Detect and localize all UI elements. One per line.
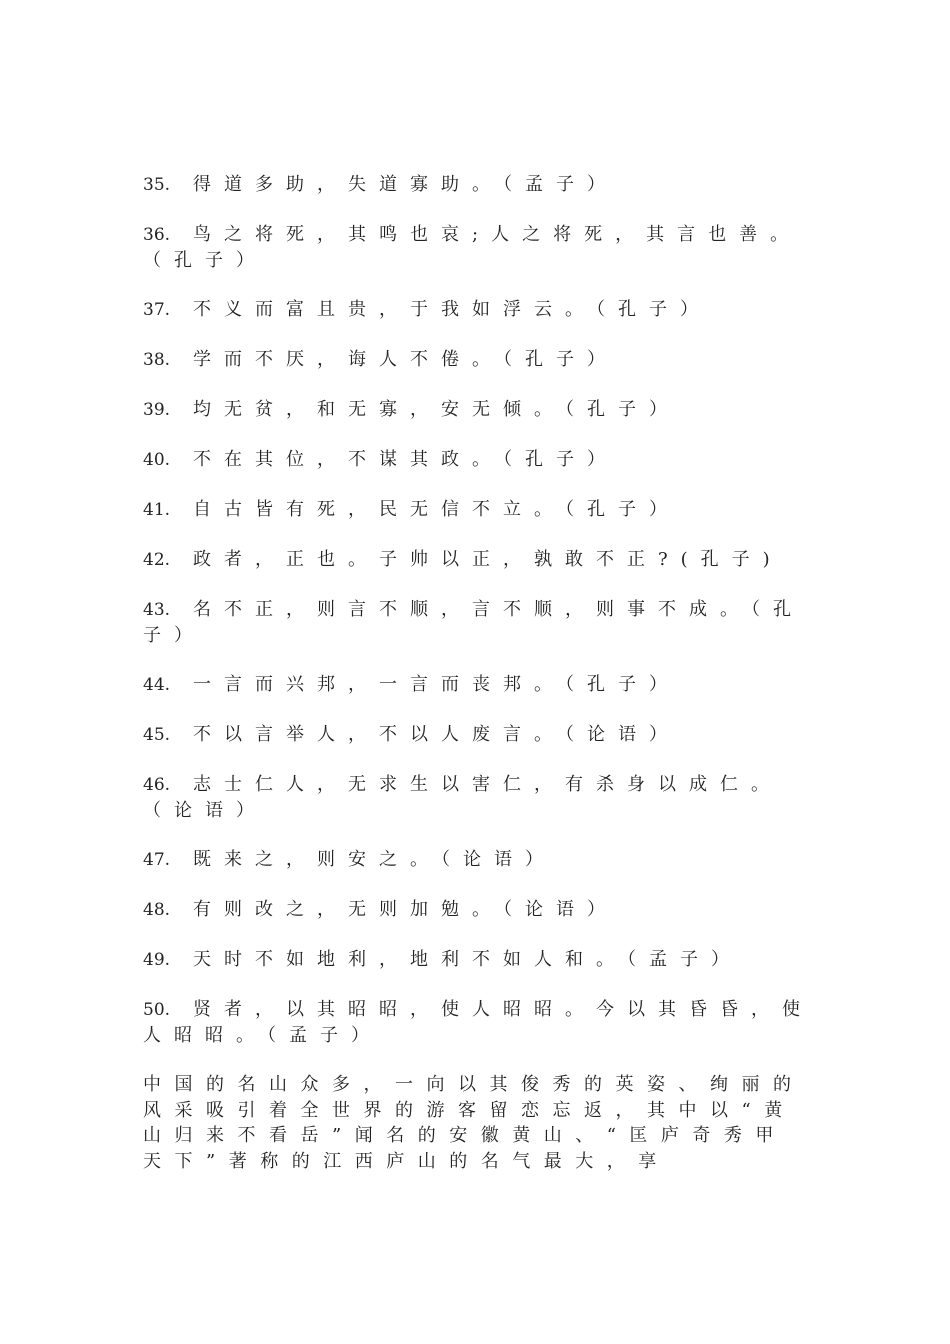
quote-line [143,722,823,748]
quote-text: 天时不如地利，地利不如人和。（孟子） [193,949,742,970]
quote-number: 47. [143,850,171,870]
quote-line [143,997,823,1048]
quote-text: 得道多助，失道寡助。（孟子） [193,174,618,195]
quote-number: 50. [143,1000,171,1020]
quote-number: 46. [143,775,171,795]
quote-number: 39. [143,400,171,420]
quote-number: 43. [143,600,171,620]
quote-number: 42. [143,550,171,570]
quote-number: 38. [143,350,171,370]
body-paragraph: 中国的名山众多，一向以其俊秀的英姿、绚丽的风采吸引着全世界的游客留恋忘返，其中以“黄山归来不看岳”闻名的安徽黄山、“匡庐奇秀甲天下”著称的江西庐山的名气最大，享 [143,1074,805,1172]
quote-line [143,597,823,648]
quote-text: 有则改之，无则加勉。（论语） [193,899,618,920]
quote-text: 不在其位，不谋其政。（孔子） [193,449,618,470]
quote-text: 鸟之将死，其鸣也哀;人之将死，其言也善。（孔子） [143,224,802,271]
quote-text: 贤者，以其昭昭，使人昭昭。今以其昏昏，使人昭昭。（孟子） [143,999,813,1046]
quote-number: 35. [143,175,171,195]
quote-line [143,897,823,923]
quote-text: 不义而富且贵，于我如浮云。（孔子） [193,299,711,320]
quote-line [143,347,823,373]
quote-text: 名不正，则言不顺，言不顺，则事不成。（孔子） [143,599,804,646]
quote-line [143,672,823,698]
quote-number: 41. [143,500,171,520]
quote-text: 均无贫，和无寡，安无倾。（孔子） [193,399,680,420]
quote-number: 36. [143,225,171,245]
quote-line [143,947,823,973]
quote-line [143,772,823,823]
quote-text: 学而不厌，诲人不倦。（孔子） [193,349,618,370]
quote-text: 一言而兴邦，一言而丧邦。（孔子） [193,674,680,695]
quote-text: 自古皆有死，民无信不立。（孔子） [193,499,680,520]
quote-line [143,222,823,273]
quote-text: 政者，正也。子帅以正，孰敢不正?(孔子) [193,549,783,570]
quote-line [143,172,823,198]
quote-number: 45. [143,725,171,745]
quote-number: 49. [143,950,171,970]
quote-number: 48. [143,900,171,920]
quote-number: 44. [143,675,171,695]
quote-text: 志士仁人，无求生以害仁，有杀身以成仁。（论语） [143,774,782,821]
quote-line [143,447,823,473]
document-body [143,172,823,1174]
quote-line [143,547,823,573]
quote-text: 既来之，则安之。（论语） [193,849,556,870]
quote-line [143,297,823,323]
quote-number: 37. [143,300,171,320]
quote-number: 40. [143,450,171,470]
quote-line [143,847,823,873]
quote-text: 不以言举人，不以人废言。（论语） [193,724,680,745]
quote-line [143,397,823,423]
quote-line [143,497,823,523]
